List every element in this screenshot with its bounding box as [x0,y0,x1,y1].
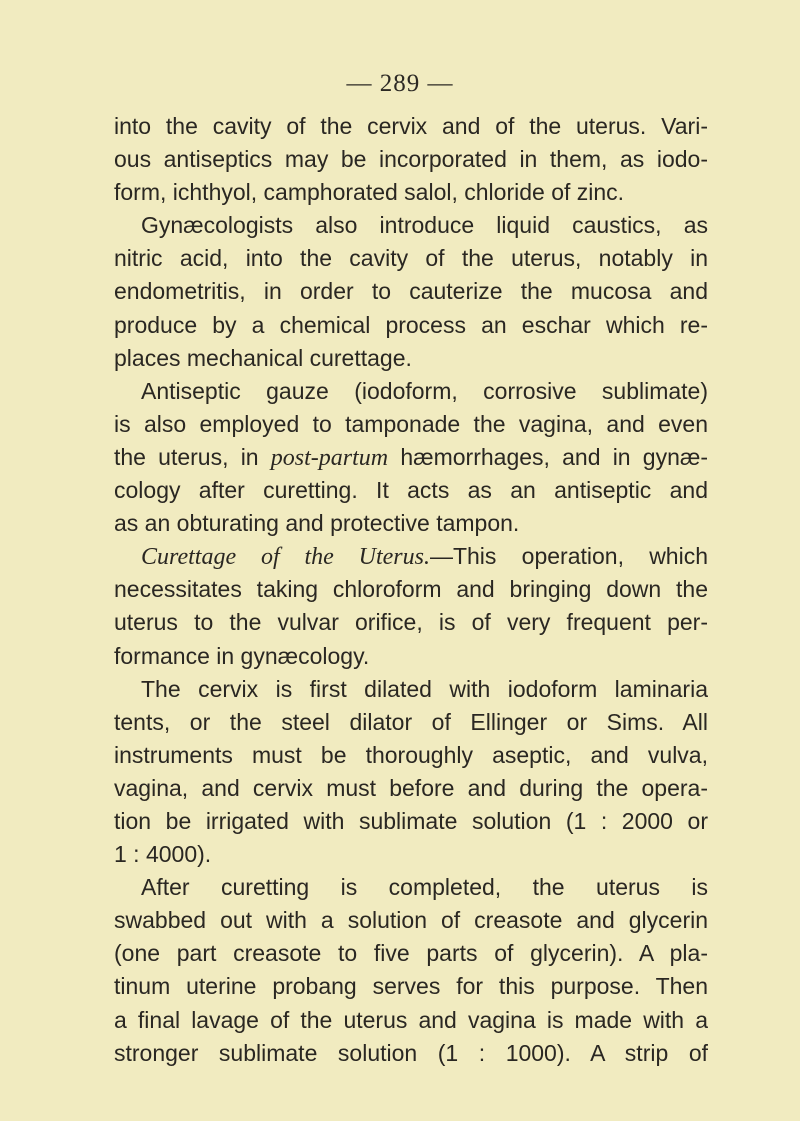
text-run: —This operation, which [429,543,708,570]
text-line: (one part creasote to five parts of glycerin). A pla- [114,940,708,967]
text-line: After curetting is completed, the uterus is [141,874,708,901]
text-line: swabbed out with a solution of creasote and glycerin [114,907,708,934]
text-line: vagina, and cervix must before and during the opera- [114,774,708,801]
text-line: cology after curetting. It acts as an antiseptic and [114,477,708,504]
text-line: nitric acid, into the cavity of the uterus, notably in [114,245,708,272]
text-line: endometritis, in order to cauterize the mucosa and [114,278,708,305]
text-line: necessitates taking chloroform and bringing down the [114,576,708,603]
text-line: The cervix is first dilated with iodoform laminaria [141,675,708,702]
page-number: — 289 — [346,70,454,97]
text-line: as an obturating and protective tampon. [114,510,520,537]
text-line: tinum uterine probang serves for this purpose. Then [114,973,708,1000]
text-line: places mechanical curettage. [114,344,412,371]
text-line: is also employed to tamponade the vagina, and even [114,410,708,437]
text-line: tion be irrigated with sublimate solution (1 : 2000 or [114,807,708,834]
text-line: instruments must be thoroughly aseptic, and vulva, [114,741,708,768]
section-heading: Curettage of the Uterus. [141,544,430,571]
text-line: tents, or the steel dilator of Ellinger or Sims. All [114,708,708,735]
text-run: the uterus, in [114,443,271,470]
text-line: into the cavity of the cervix and of the uterus. Vari- [114,113,708,139]
text-run: hæmorrhages, and in gynæ- [388,443,708,470]
italic-term: post-partum [270,444,389,471]
text-line: formance in gynæcology. [114,642,370,669]
body-text [114,110,708,1070]
text-line: produce by a chemical process an eschar which re- [114,311,708,338]
text-line: a final lavage of the uterus and vagina is made with a [114,1006,708,1033]
text-line: 1 : 4000). [114,841,212,868]
text-line: stronger sublimate solution (1 : 1000). A strip of [114,1039,708,1066]
text-line: Gynæcologists also introduce liquid caustics, as [141,212,708,239]
text-line: uterus to the vulvar orifice, is of very frequent per- [114,609,708,636]
text-line: form, ichthyol, camphorated salol, chloride of zinc. [114,179,625,206]
section-heading-line [114,540,708,573]
text-line [114,441,708,474]
text-line: ous antiseptics may be incorporated in them, as iodo- [114,146,708,173]
text-line: Antiseptic gauze (iodoform, corrosive sublimate) [141,377,708,404]
